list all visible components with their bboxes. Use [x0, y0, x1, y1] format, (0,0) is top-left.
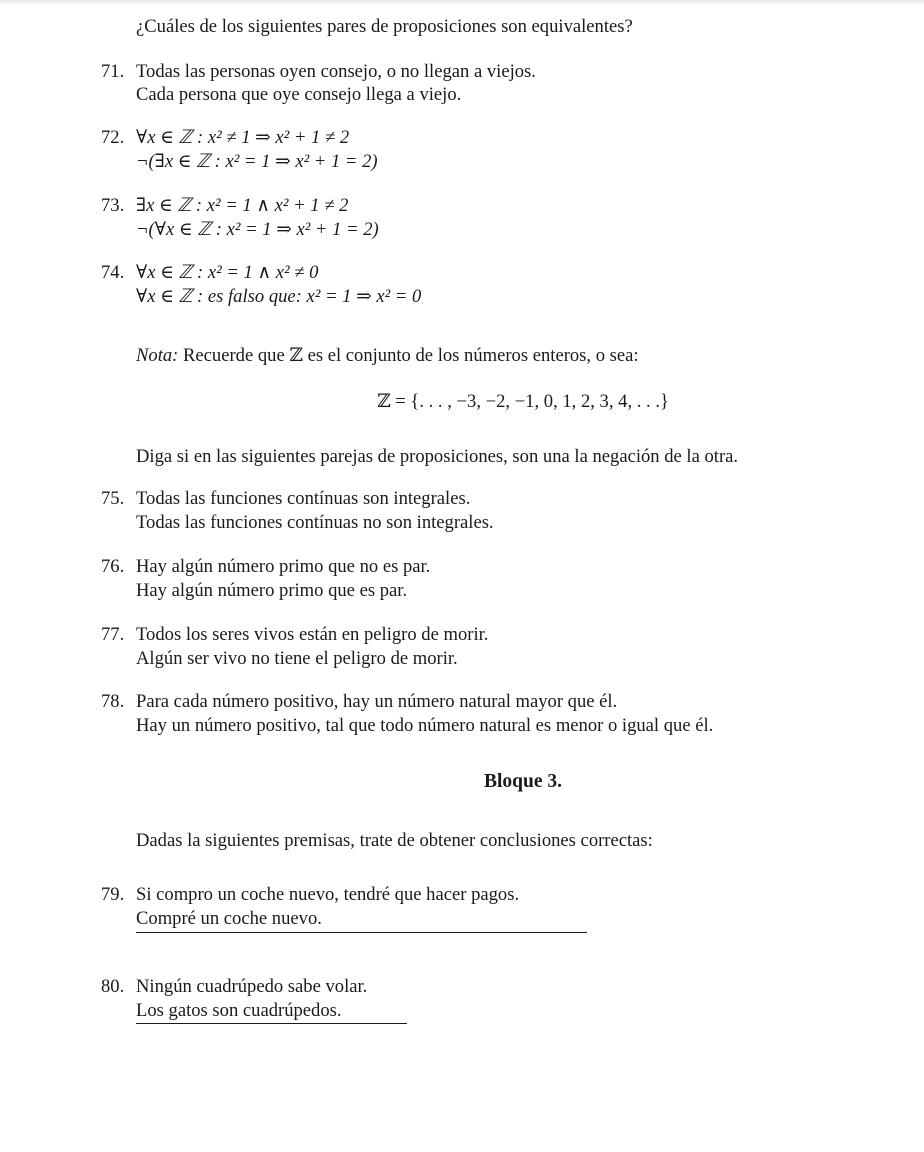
- item-76-line2: Hay algún número primo que es par.: [136, 580, 408, 601]
- item-number-77: 77.: [101, 624, 125, 645]
- item-71-line1: Todas las personas oyen consejo, o no llegan a viejos.: [136, 61, 536, 82]
- intro-equivalence: ¿Cuáles de los siguientes pares de proposiciones son equivalentes?: [136, 16, 633, 37]
- item-74-line1: ∀x ∈ ℤ : x² = 1 ∧ x² ≠ 0: [136, 262, 319, 283]
- item-73-line2: ¬(∀x ∈ ℤ : x² = 1 ⇒ x² + 1 = 2): [136, 219, 379, 240]
- item-number-74: 74.: [101, 262, 125, 283]
- item-number-73: 73.: [101, 195, 125, 216]
- nota-text: Recuerde que ℤ es el conjunto de los números enteros, o sea:: [183, 345, 639, 366]
- item-77-line2: Algún ser vivo no tiene el peligro de morir.: [136, 648, 458, 669]
- integer-set: ℤ = {. . . , −3, −2, −1, 0, 1, 2, 3, 4, . . .}: [377, 391, 669, 412]
- section-title-text: Bloque 3.: [483, 771, 563, 792]
- item-number-75: 75.: [101, 488, 125, 509]
- item-75-line1: Todas las funciones contínuas son integrales.: [136, 488, 471, 509]
- item-71-line2: Cada persona que oye consejo llega a viejo.: [136, 84, 462, 105]
- section-title-bloque-3: [0, 771, 924, 793]
- item-number-78: 78.: [101, 691, 125, 712]
- conclusion-rule-80: [136, 1023, 407, 1024]
- item-number-72: 72.: [101, 127, 125, 148]
- item-80-line1: Ningún cuadrúpedo sabe volar.: [136, 976, 368, 997]
- conclusion-rule-79: [136, 932, 587, 933]
- integer-set-line: [0, 391, 924, 413]
- nota-line: [136, 345, 639, 367]
- item-number-80: 80.: [101, 976, 125, 997]
- nota-label: Nota:: [136, 345, 179, 366]
- item-number-79: 79.: [101, 884, 125, 905]
- item-73-line1: ∃x ∈ ℤ : x² = 1 ∧ x² + 1 ≠ 2: [136, 195, 349, 216]
- item-78-line2: Hay un número positivo, tal que todo número natural es menor o igual que él.: [136, 715, 714, 736]
- item-78-line1: Para cada número positivo, hay un número natural mayor que él.: [136, 691, 618, 712]
- item-74-line2: ∀x ∈ ℤ : es falso que: x² = 1 ⇒ x² = 0: [136, 286, 422, 307]
- item-72-line1: ∀x ∈ ℤ : x² ≠ 1 ⇒ x² + 1 ≠ 2: [136, 127, 350, 148]
- item-76-line1: Hay algún número primo que no es par.: [136, 556, 431, 577]
- item-80-line2: Los gatos son cuadrúpedos.: [136, 1000, 342, 1021]
- item-number-71: 71.: [101, 61, 125, 82]
- item-number-76: 76.: [101, 556, 125, 577]
- intro-conclusions: Dadas la siguientes premisas, trate de obtener conclusiones correctas:: [136, 830, 653, 851]
- item-79-line2: Compré un coche nuevo.: [136, 908, 322, 929]
- item-72-line2: ¬(∃x ∈ ℤ : x² = 1 ⇒ x² + 1 = 2): [136, 151, 378, 172]
- item-75-line2: Todas las funciones contínuas no son integrales.: [136, 512, 494, 533]
- intro-negation: Diga si en las siguientes parejas de proposiciones, son una la negación de la otra.: [136, 446, 739, 467]
- item-79-line1: Si compro un coche nuevo, tendré que hacer pagos.: [136, 884, 520, 905]
- item-77-line1: Todos los seres vivos están en peligro de morir.: [136, 624, 489, 645]
